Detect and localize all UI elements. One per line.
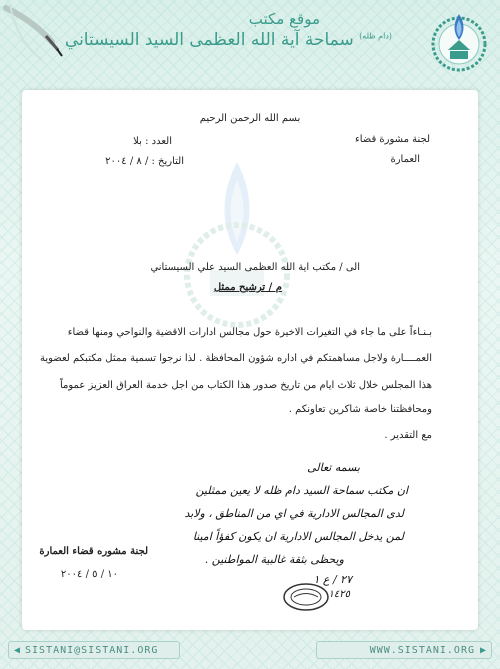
pen-icon [2,0,72,70]
letter-body-line-4: ومحافظتنا خاصة شاكرين تعاونكم . [288,404,432,415]
handwritten-line-5: ويحظى بثقة غالبية المواطنين . [204,553,344,566]
letter-number: العدد : بلا [133,136,172,147]
footer-email[interactable]: SISTANI@SISTANI.ORG [25,644,159,656]
site-title-name: سماحة آية الله العظمى السيد السيستاني [64,30,354,50]
signature-block-date: ١٠ / ٥ / ٢٠٠٤ [60,569,118,580]
handwritten-date-1: ٢٧ / ع ١ [313,573,352,586]
letter-date: التاريخ : / ٨ / ٢٠٠٤ [105,156,184,167]
letter-sender-line2: العمارة [390,154,420,165]
handwritten-line-4: لمن يدخل المجالس الادارية ان يكون كفؤاً امينا [192,530,404,543]
site-logo-icon [428,10,490,72]
handwritten-line-1: بسمه تعالى [307,461,360,474]
site-title-line1: موقع مكتب [248,10,320,28]
site-honorific: (دام ظله) [359,31,392,41]
handwritten-line-2: ان مكتب سماحة السيد دام ظله لا يعين ممثلين [195,484,408,497]
letter-body-line-3: هذا المجلس خلال ثلاث ايام من تاريخ صدور هذا الكتاب من اجل خدمة العراق العزيز عموماً [59,380,432,391]
handwritten-line-3: لدى المجالس الادارية في اي من المناطق ، ولابد [184,507,404,520]
arrow-left-icon: ◀ [13,644,21,656]
letter-closing: مع التقدير . [384,430,432,441]
signature-block-title: لجنة مشوره قضاء العمارة [39,546,148,557]
footer-website[interactable]: WWW.SISTANI.ORG [369,644,475,656]
footer-website-link[interactable] [316,641,492,659]
arrow-right-icon: ▶ [479,644,487,656]
letter-body-line-2: العمــــارة ولاجل مساهمتكم في اداره شؤون المحافظة . لذا نرجوا تسمية ممثل مكتبكم لعضوية [39,353,432,364]
letter-sender-line1: لجنة مشورة قضاء [355,134,430,145]
site-title-line2 [65,30,392,50]
letter-recipient: الى / مكتب اية الله العظمى السيد علي السيستاني [150,262,360,273]
handwritten-date-2: ١٤٢٥ [328,589,350,600]
site-header [0,0,500,86]
site-footer [0,637,500,669]
footer-email-link[interactable] [8,641,180,659]
watermark-logo-icon [162,160,312,330]
letter-subject: م / ترشيح ممثل [213,282,282,293]
letter-basmala: بسم الله الرحمن الرحيم [199,113,301,124]
stamp-icon [282,582,330,612]
letter-body-line-1: بـنـاءاً على ما جاء في التغيرات الاخيرة حول مجالس ادارات الاقضية والنواحي ومنها قضاء [67,327,432,338]
